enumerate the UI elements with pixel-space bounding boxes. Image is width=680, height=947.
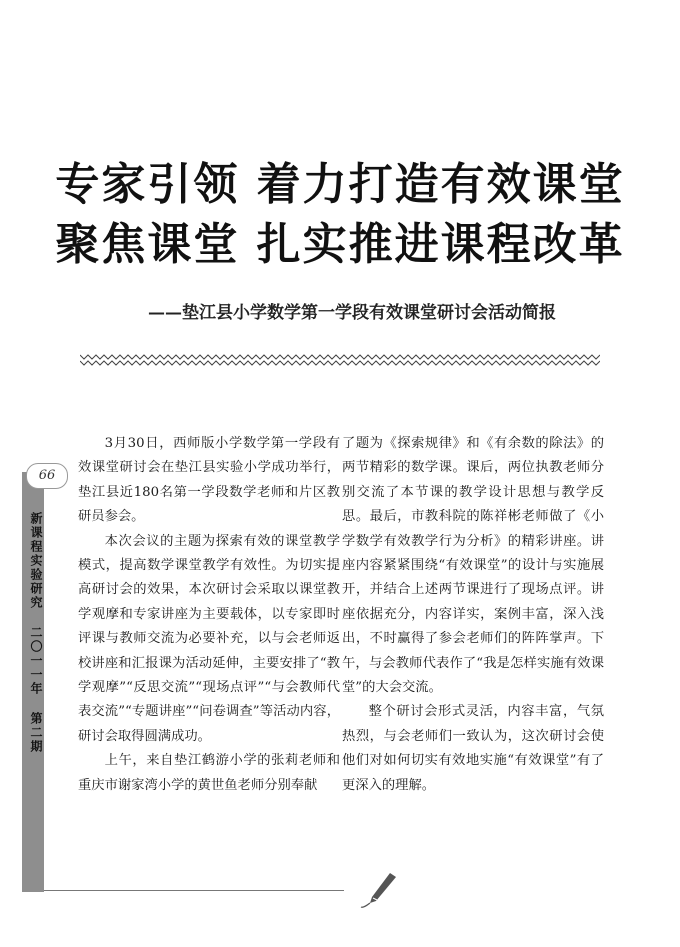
paragraph: 上午，来自垫江鹤游小学的张莉老师和重庆市谢家湾小学的黄世鱼老师分别奉献	[78, 753, 340, 793]
subtitle: ——垫江县小学数学第一学段有效课堂研讨会活动简报	[148, 303, 556, 323]
article-right-column	[342, 432, 604, 798]
paragraph: 了题为《探索规律》和《有余数的除法》的两节精彩的数学课。课后，两位执教老师分别交流了本节课的教学设计思想与教学反思。最后，市教科院的陈祥彬老师做了《小学数学有效教学行为分析》的精彩讲座。讲座内容紧紧围绕“有效课堂”的设计与实施展开，并结合上述两节课进行了现场点评。讲座依据充分，内容详实，案例丰富，深入浅出，不时赢得了参会老师们的阵阵掌声。下午，与会教师代表作了“我是怎样实施有效课堂”的大会交流。	[342, 436, 604, 696]
headline-line-1: 专家引领 着力打造有效课堂	[55, 159, 625, 210]
wavy-divider	[80, 352, 600, 366]
page-number: 66	[26, 463, 68, 489]
paragraph: 3月30日，西师版小学数学第一学段有效课堂研讨会在垫江县实验小学成功举行，垫江县近180名第一学段数学老师和片区教研员参会。	[78, 436, 340, 525]
headline-line-2: 聚焦课堂 扎实推进课程改革	[55, 219, 625, 270]
footer-rule	[44, 890, 344, 891]
article-left-column	[78, 432, 340, 798]
pen-icon	[360, 870, 400, 910]
paragraph: 整个研讨会形式灵活，内容丰富，气氛热烈，与会老师们一致认为，这次研讨会使他们对如何切实有效地实施“有效课堂”有了更深入的理解。	[342, 704, 604, 793]
journal-vertical-label: 新课程实验研究 二〇一一年 第二期	[29, 512, 43, 754]
paragraph: 本次会议的主题为探索有效的课堂教学模式，提高数学课堂教学有效性。为切实提高研讨会的效果，本次研讨会采取以课堂教学观摩和专家讲座为主要载体，以专家即时评课与教师交流为必要补充，以与会老师返校讲座和汇报课为活动延伸，主要安排了“教学观摩”“反思交流”“现场点评”“与会教师代表交流”“专题讲座”“问卷调查”等活动内容，研讨会取得圆满成功。	[78, 533, 340, 744]
